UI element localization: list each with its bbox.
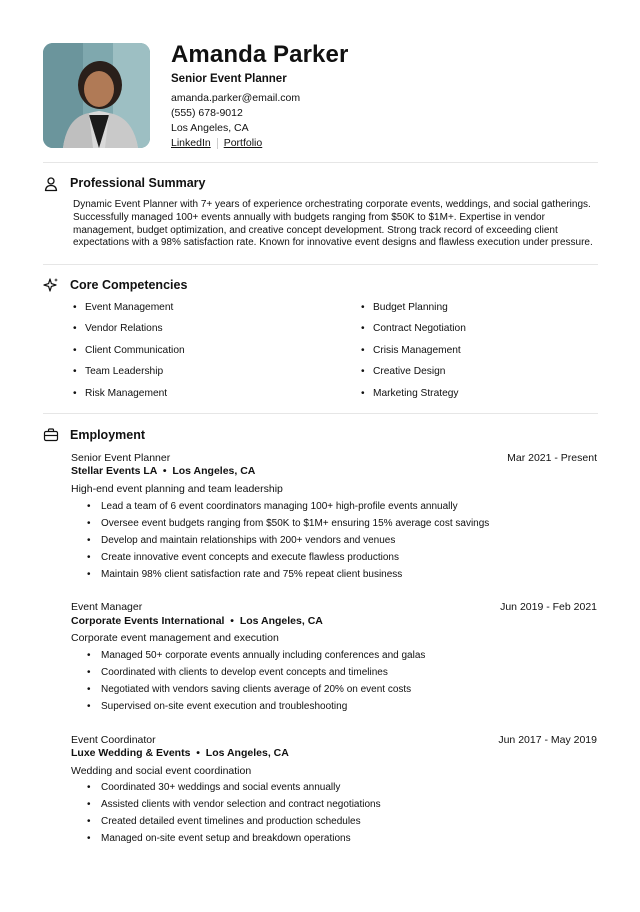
company-location: Los Angeles, CA: [172, 465, 256, 477]
person-portrait-illustration: [43, 43, 150, 148]
competencies-heading: Core Competencies: [70, 278, 188, 292]
job-dates: Mar 2021 - Present: [507, 452, 597, 464]
linkedin-link[interactable]: LinkedIn: [171, 137, 211, 149]
competency-item: • Vendor Relations: [73, 323, 163, 334]
profile-links: [171, 137, 262, 149]
job-dates: Jun 2019 - Feb 2021: [500, 601, 597, 613]
job-bullet: • Coordinated 30+ weddings and social events annually: [101, 782, 340, 793]
job-bullet: • Assisted clients with vendor selection and contract negotiations: [101, 799, 381, 810]
job-bullet: • Negotiated with vendors saving clients average of 20% on event costs: [101, 684, 411, 695]
person-icon: [43, 176, 59, 192]
competency-item: • Contract Negotiation: [361, 323, 466, 334]
divider: [43, 264, 598, 265]
candidate-title: Senior Event Planner: [171, 73, 287, 85]
profile-photo: [43, 43, 150, 148]
job-description: High-end event planning and team leadership: [71, 483, 283, 495]
job-title: Senior Event Planner: [71, 452, 171, 464]
job-company-line: [71, 747, 289, 759]
job-bullet: • Managed on-site event setup and breakdown operations: [101, 833, 351, 844]
email-text: amanda.parker@email.com: [171, 92, 301, 104]
job-bullet: • Lead a team of 6 event coordinators managing 100+ high-profile events annually: [101, 501, 458, 512]
competency-item: • Marketing Strategy: [361, 388, 459, 399]
competency-item: • Event Management: [73, 302, 174, 313]
job-bullet: • Managed 50+ corporate events annually including conferences and galas: [101, 650, 425, 661]
company-name: Luxe Wedding & Events: [71, 747, 191, 759]
employment-heading: Employment: [70, 428, 146, 442]
company-name: Corporate Events International: [71, 615, 225, 627]
separator-dot: •: [227, 615, 237, 627]
divider: [43, 162, 598, 163]
job-bullet: • Develop and maintain relationships with 200+ vendors and venues: [101, 535, 395, 546]
job-company-line: [71, 615, 323, 627]
company-location: Los Angeles, CA: [205, 747, 289, 759]
competency-item: • Client Communication: [73, 345, 185, 356]
job-bullet: • Supervised on-site event execution and troubleshooting: [101, 701, 347, 712]
competency-item: • Crisis Management: [361, 345, 461, 356]
job-description: Corporate event management and execution: [71, 632, 279, 644]
job-title: Event Manager: [71, 601, 143, 613]
divider: [43, 413, 598, 414]
job-description: Wedding and social event coordination: [71, 765, 252, 777]
portfolio-link[interactable]: Portfolio: [223, 137, 263, 149]
sparkle-icon: [43, 277, 59, 293]
competency-item: • Creative Design: [361, 366, 446, 377]
location-text: Los Angeles, CA: [171, 122, 249, 134]
job-title: Event Coordinator: [71, 734, 156, 746]
summary-text: Dynamic Event Planner with 7+ years of experience orchestrating corporate events, weddings, and social gatherings. Successfully managed 100+ events annually with budgets ranging from $50K to $1M+. Expertise in vendor management, budget optimization, and creative concept development. Strong track record of exceeding client expectations with a 98% satisfaction rate. Known for innovative event designs and flawless execution under pressure.: [73, 199, 593, 249]
job-company-line: [71, 465, 255, 477]
job-bullet: • Maintain 98% client satisfaction rate and 75% repeat client business: [101, 569, 402, 580]
competency-item: • Risk Management: [73, 388, 168, 399]
summary-heading: Professional Summary: [70, 176, 206, 190]
job-bullet: • Oversee event budgets ranging from $50K to $1M+ ensuring 15% average cost savings: [101, 518, 489, 529]
company-location: Los Angeles, CA: [239, 615, 323, 627]
separator-dot: •: [159, 465, 170, 477]
job-dates: Jun 2017 - May 2019: [498, 734, 597, 746]
briefcase-icon: [43, 427, 59, 443]
job-bullet: • Created detailed event timelines and production schedules: [101, 816, 361, 827]
phone-text: (555) 678-9012: [171, 107, 243, 119]
job-bullet: • Create innovative event concepts and execute flawless productions: [101, 552, 399, 563]
job-bullet: • Coordinated with clients to develop event concepts and timelines: [101, 667, 388, 678]
separator-dot: •: [193, 747, 203, 759]
candidate-name: Amanda Parker: [171, 41, 349, 68]
competency-item: • Team Leadership: [73, 366, 164, 377]
company-name: Stellar Events LA: [71, 465, 157, 477]
link-divider: [217, 138, 218, 149]
competency-item: • Budget Planning: [361, 302, 448, 313]
